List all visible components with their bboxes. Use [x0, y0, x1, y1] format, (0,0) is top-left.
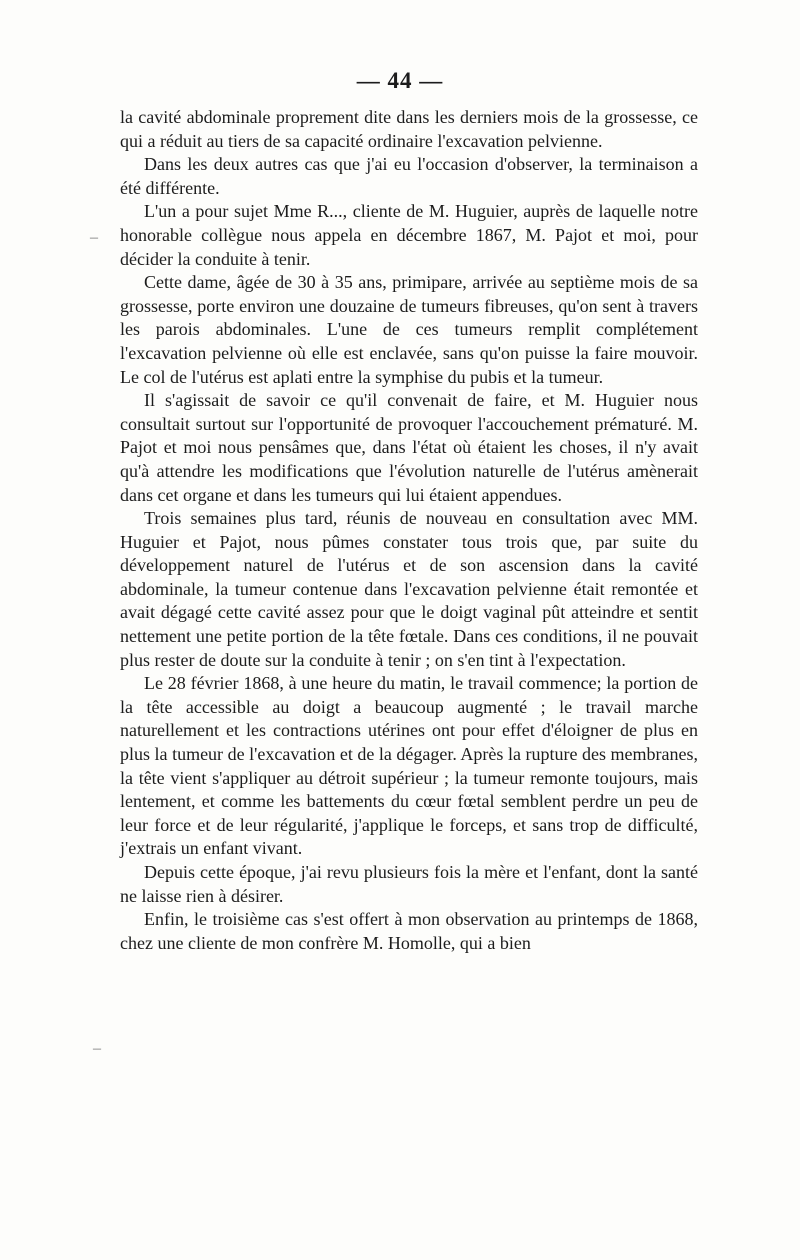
- body-text: [120, 106, 698, 955]
- paragraph: Depuis cette époque, j'ai revu plusieurs fois la mère et l'enfant, dont la santé ne laisse rien à désirer.: [120, 862, 698, 906]
- paragraph: la cavité abdominale proprement dite dans les derniers mois de la grossesse, ce qui a réduit au tiers de sa capacité ordinaire l'excavation pelvienne.: [120, 107, 698, 151]
- paragraph: Cette dame, âgée de 30 à 35 ans, primipare, arrivée au septième mois de sa grossesse, porte environ une douzaine de tumeurs fibreuses, qu'on sent à travers les parois abdominales. L'une de ces tumeurs remplit complétement l'excavation pelvienne où elle est enclavée, sans qu'on puisse la faire mouvoir. Le col de l'utérus est aplati entre la symphise du pubis et la tumeur.: [120, 272, 698, 387]
- paragraph: Le 28 février 1868, à une heure du matin, le travail commence; la portion de la tête accessible au doigt a beaucoup augmenté ; le travail marche naturellement et les contractions utérines ont pour effet d'éloigner de plus en plus la tumeur de l'excavation et de la dégager. Après la rupture des membranes, la tête vient s'appliquer au détroit supérieur ; la tumeur remonte toujours, mais lentement, et comme les battements du cœur fœtal semblent perdre un peu de leur force et de leur régularité, j'applique le forceps, et sans trop de difficulté, j'extrais un enfant vivant.: [120, 673, 698, 859]
- margin-mark: –: [93, 1040, 101, 1057]
- paragraph: L'un a pour sujet Mme R..., cliente de M. Huguier, auprès de laquelle notre honorable collègue nous appela en décembre 1867, M. Pajot et moi, pour décider la conduite à tenir.: [120, 201, 698, 269]
- paragraph: Enfin, le troisième cas s'est offert à mon observation au printemps de 1868, chez une cliente de mon confrère M. Homolle, qui a bien: [120, 909, 698, 953]
- paragraph: Il s'agissait de savoir ce qu'il convenait de faire, et M. Huguier nous consultait surtout sur l'opportunité de provoquer l'accouchement prématuré. M. Pajot et moi nous pensâmes que, dans l'état où étaient les choses, il n'y avait qu'à attendre les modifications que l'évolution naturelle de l'utérus amènerait dans cet organe et dans les tumeurs qui lui étaient appendues.: [120, 390, 698, 505]
- paragraph: Dans les deux autres cas que j'ai eu l'occasion d'observer, la terminaison a été différente.: [120, 154, 698, 198]
- paragraph: Trois semaines plus tard, réunis de nouveau en consultation avec MM. Huguier et Pajot, nous pûmes constater tous trois que, par suite du développement naturel de l'utérus et de son ascension dans la cavité abdominale, la tumeur contenue dans l'excavation pelvienne était remontée et avait dégagé cette cavité assez pour que le doigt vaginal pût atteindre et sentit nettement une petite portion de la tête fœtale. Dans ces conditions, il ne pouvait plus rester de doute sur la conduite à tenir ; on s'en tint à l'expectation.: [120, 508, 698, 670]
- margin-mark: –: [90, 229, 98, 246]
- page-number: — 44 —: [356, 68, 444, 93]
